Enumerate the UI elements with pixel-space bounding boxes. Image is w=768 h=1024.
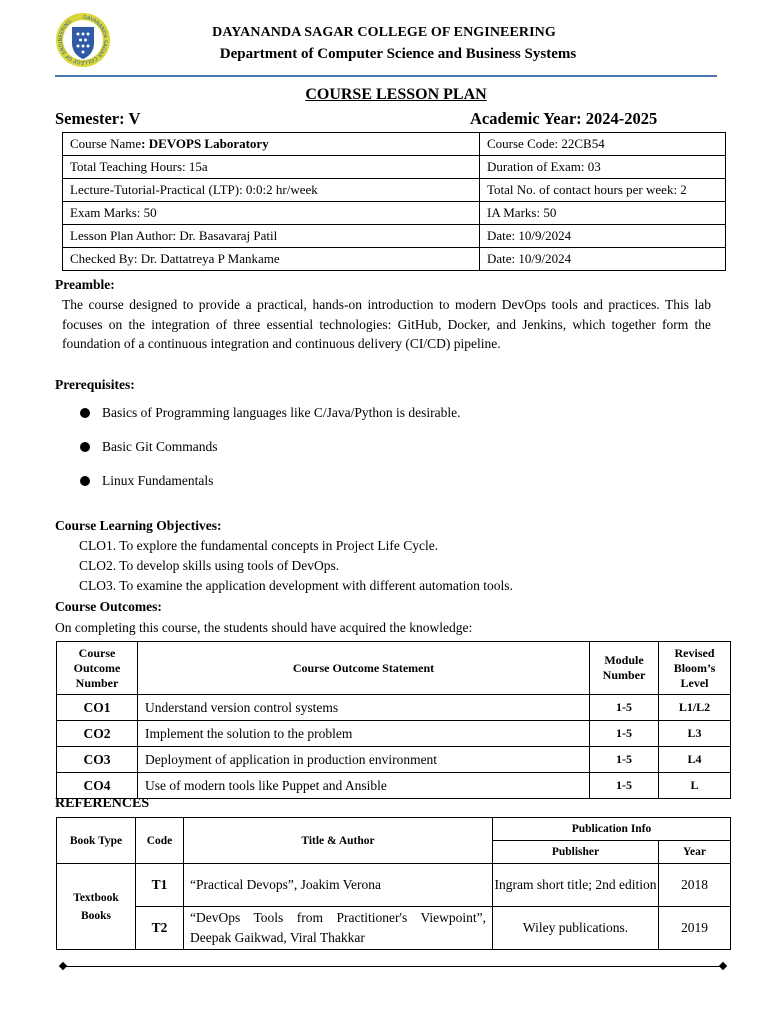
course-name-label: Course Name [70,136,142,151]
outcome-module: 1-5 [590,721,659,747]
checked-by-cell: Checked By: Dr. Dattatreya P Mankame [63,248,480,271]
reference-code: T2 [136,907,184,950]
header-rule [55,75,717,77]
course-info-table [62,132,726,271]
outcome-module: 1-5 [590,747,659,773]
outcome-module: 1-5 [590,695,659,721]
reference-year: 2019 [659,907,731,950]
references-heading: REFERENCES [55,796,150,811]
preamble-text: The course designed to provide a practical, hands-on introduction to modern DevOps tools and practices. This lab focuses on the integration of three essential technologies: GitHub, Docker, and Jenkins, which together form the foundation of a continuous integration and continuous delivery (CI/CD) pipeline. [62,297,711,352]
column-header: Code [136,818,184,864]
department-name: Department of Computer Science and Business Systems [219,46,577,62]
list-item [80,473,213,489]
objectives-heading: Course Learning Objectives: [55,518,222,533]
course-name-value: : DEVOPS Laboratory [141,136,269,151]
reference-code: T1 [136,864,184,907]
prerequisite-text: Basic Git Commands [102,439,218,454]
table-row [63,225,726,248]
prerequisites-heading: Prerequisites: [55,377,135,392]
bullet-icon [80,476,90,486]
column-header: Course Outcome Statement [138,642,590,695]
exam-duration-cell: Duration of Exam: 03 [480,156,726,179]
table-row [63,156,726,179]
reference-publisher: Wiley publications. [493,907,659,950]
column-header: Book Type [57,818,136,864]
column-header: Publisher [493,841,659,864]
list-item [80,439,218,455]
exam-marks-cell: Exam Marks: 50 [63,202,480,225]
prerequisite-text: Basics of Programming languages like C/Java/Python is desirable. [102,405,461,420]
diamond-icon [719,962,727,970]
list-item: CLO3. To examine the application development with different automation tools. [79,578,513,593]
teaching-hours-cell: Total Teaching Hours: 15a [63,156,480,179]
outcome-number: CO1 [57,695,138,721]
outcome-number: CO4 [57,773,138,799]
bullet-icon [80,442,90,452]
table-row [57,864,731,907]
column-header: Revised Bloom’s Level [659,642,731,695]
course-code-cell: Course Code: 22CB54 [480,133,726,156]
list-item [80,405,460,421]
outcome-number: CO2 [57,721,138,747]
ia-marks-cell: IA Marks: 50 [480,202,726,225]
column-header: Year [659,841,731,864]
author-date-cell: Date: 10/9/2024 [480,225,726,248]
academic-year-label: Academic Year: 2024-2025 [470,109,658,128]
footer-rule [62,966,724,967]
table-header-row [57,642,731,695]
diamond-icon [59,962,67,970]
outcomes-heading: Course Outcomes: [55,599,162,614]
prerequisite-text: Linux Fundamentals [102,473,214,488]
column-header: Title & Author [184,818,493,864]
reference-title: “Practical Devops”, Joakim Verona [184,864,493,907]
list-item: CLO1. To explore the fundamental concepts in Project Life Cycle. [79,538,439,553]
table-row [63,133,726,156]
outcome-level: L4 [659,747,731,773]
table-row [63,179,726,202]
table-row [57,907,731,950]
table-row [57,721,731,747]
outcomes-intro: On completing this course, the students should have acquired the knowledge: [55,620,473,635]
column-header: Module Number [590,642,659,695]
column-header: Course Outcome Number [57,642,138,695]
bullet-icon [80,408,90,418]
course-name-cell [63,133,480,156]
course-outcomes-table [56,641,731,799]
outcome-level: L1/L2 [659,695,731,721]
logo-ring-text: DAYANANDA SAGAR COLLEGE OF ENGINEERING [57,14,109,66]
table-header-row [57,818,731,841]
outcome-level: L3 [659,721,731,747]
table-row [57,773,731,799]
table-row [63,248,726,271]
preamble-heading: Preamble: [55,277,115,292]
ltp-cell: Lecture-Tutorial-Practical (LTP): 0:0:2 hr/week [63,179,480,202]
reference-year: 2018 [659,864,731,907]
outcome-statement: Deployment of application in production environment [138,747,590,773]
reference-publisher: Ingram short title; 2nd edition [493,864,659,907]
author-cell: Lesson Plan Author: Dr. Basavaraj Patil [63,225,480,248]
outcome-statement: Use of modern tools like Puppet and Ansible [138,773,590,799]
outcome-level: L [659,773,731,799]
list-item: CLO2. To develop skills using tools of DevOps. [79,558,340,573]
outcome-statement: Implement the solution to the problem [138,721,590,747]
table-row [57,747,731,773]
outcome-statement: Understand version control systems [138,695,590,721]
page-title: COURSE LESSON PLAN [305,86,487,103]
outcome-number: CO3 [57,747,138,773]
checked-date-cell: Date: 10/9/2024 [480,248,726,271]
table-row [57,695,731,721]
references-table [56,817,731,950]
outcome-module: 1-5 [590,773,659,799]
contact-hours-cell: Total No. of contact hours per week: 2 [480,179,726,202]
college-name: DAYANANDA SAGAR COLLEGE OF ENGINEERING [212,25,556,40]
semester-label: Semester: V [55,109,141,128]
book-type-cell: Textbook Books [57,864,136,950]
column-header: Publication Info [493,818,731,841]
reference-title: “DevOps Tools from Practitioner's Viewpoint”, Deepak Gaikwad, Viral Thakkar [184,907,493,950]
table-row [63,202,726,225]
